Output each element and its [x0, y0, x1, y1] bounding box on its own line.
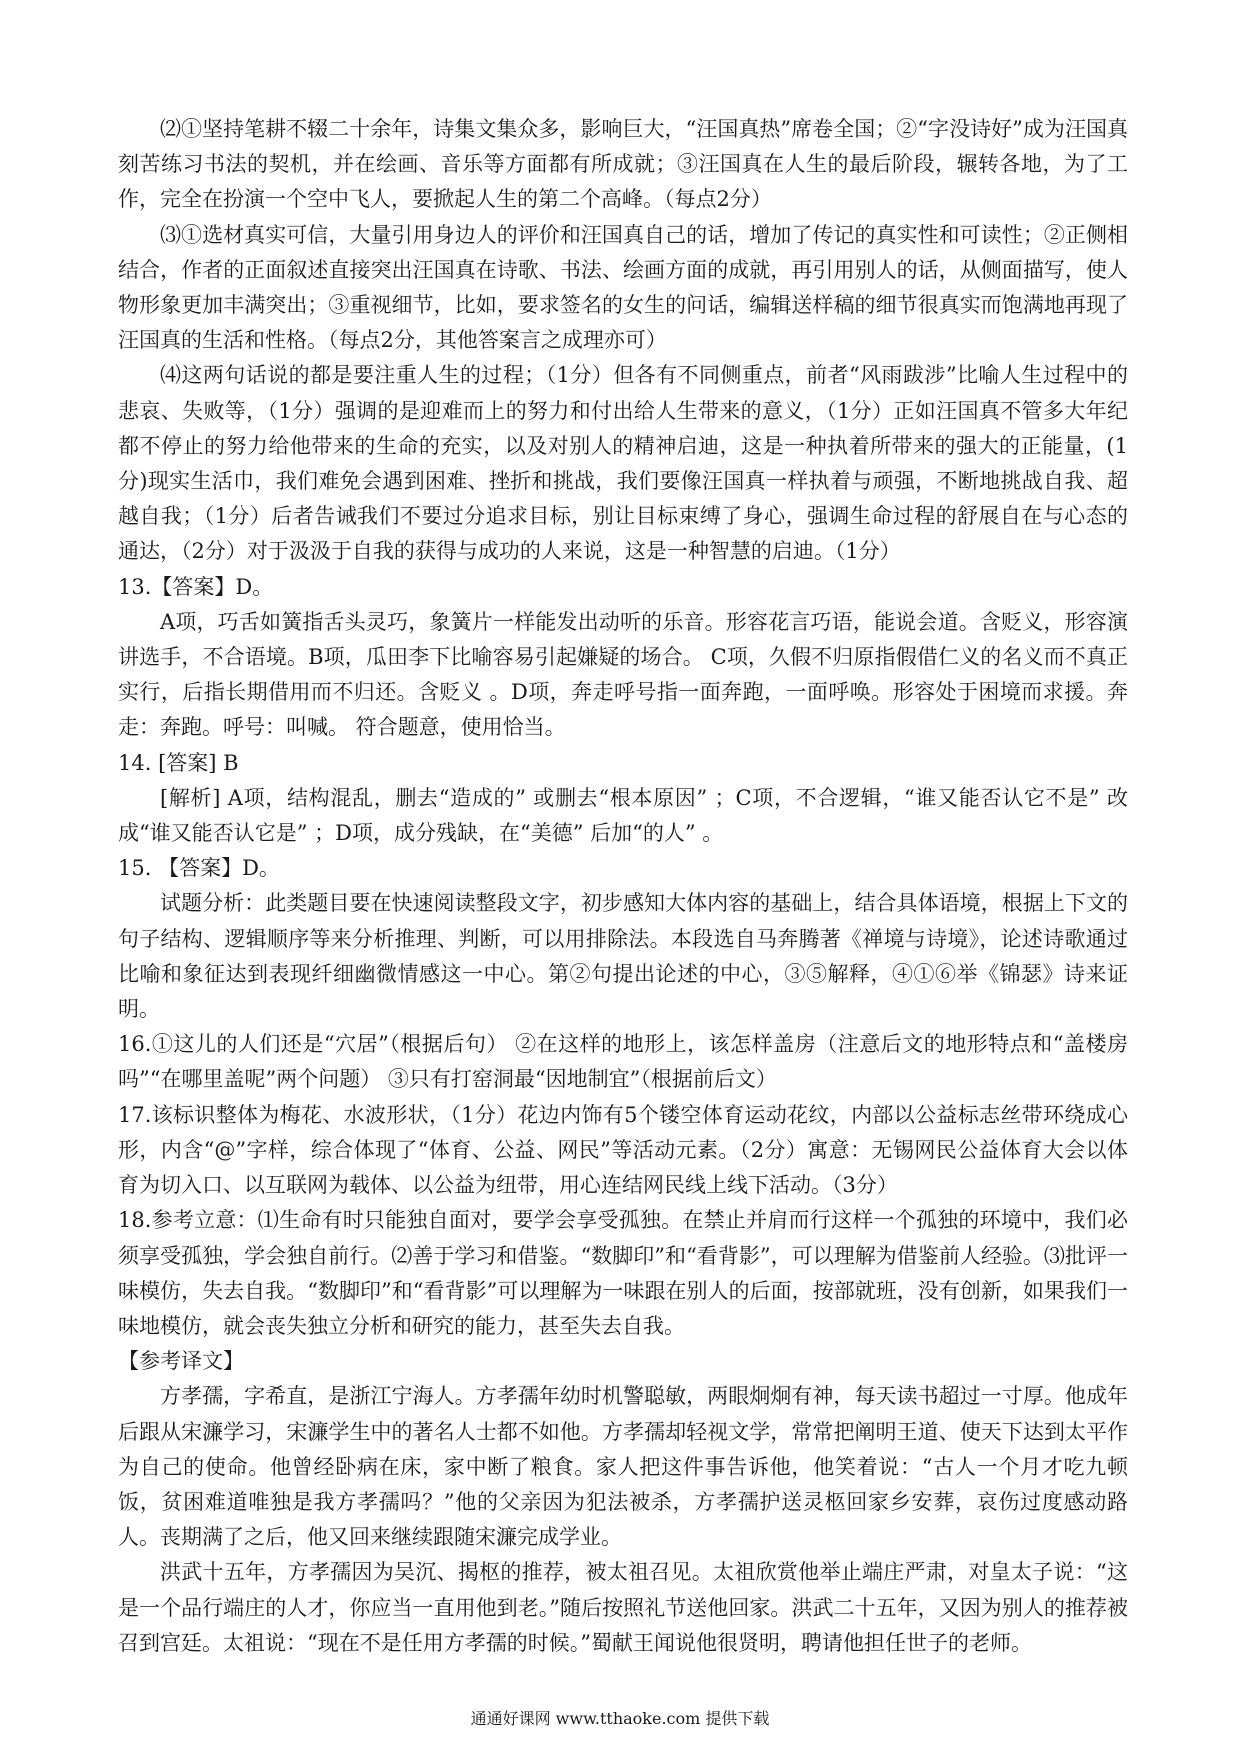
- document-body: [118, 112, 1128, 1661]
- answer-17: 17.该标识整体为梅花、水波形状，（1分）花边内饰有5个镂空体育运动花纹，内部以公益标志丝带环绕成心形，内含“@”字样，综合体现了“体育、公益、网民”等活动元素。（2分）寓意：无锡网民公益体育大会以体育为切入口、以互联网为载体、以公益为纽带，用心连结网民线上线下活动。（3分）: [118, 1102, 1128, 1198]
- page-footer: 通通好课网 www.tthaoke.com 提供下载: [470, 1709, 770, 1728]
- answer-15-heading: 15. 【答案】D。: [118, 856, 280, 881]
- answer-14-explanation: [解析] A项，结构混乱，删去“造成的” 或删去“根本原因” ；C项，不合逻辑，“谁又能否认它不是” 改成“谁又能否认它是” ；D项，成分残缺，在“美德” 后加“的人” 。: [118, 785, 1128, 846]
- answer-13-heading: 13.【答案】D。: [118, 574, 274, 599]
- answer-18: 18.参考立意：⑴生命有时只能独自面对，要学会享受孤独。在禁止并肩而行这样一个孤独的环境中，我们必须享受孤独，学会独自前行。⑵善于学习和借鉴。“数脚印”和“看背影”，可以理解为借鉴前人经验。⑶批评一味模仿，失去自我。“数脚印”和“看背影”可以理解为一味跟在别人的后面，按部就班，没有创新，如果我们一味地模仿，就会丧失独立分析和研究的能力，甚至失去自我。: [118, 1208, 1128, 1338]
- translation-heading: 【参考译文】: [118, 1349, 244, 1374]
- answer-13-explanation: A项，巧舌如簧指舌头灵巧，象簧片一样能发出动听的乐音。形容花言巧语，能说会道。含贬义，形容演讲选手，不合语境。B项，瓜田李下比喻容易引起嫌疑的场合。 C项，久假不归原指假借仁义的名义而不真正实行，后指长期借用而不归还。含贬义 。D项，奔走呼号指一面奔跑，一面呼唤。形容处于困境而求援。奔走：奔跑。呼号：叫喊。 符合题意，使用恰当。: [118, 609, 1128, 740]
- translation-paragraph-2: 洪武十五年，方孝孺因为吴沉、揭枢的推荐，被太祖召见。太祖欣赏他举止端庄严肃，对皇太子说：“这是一个品行端庄的人才，你应当一直用他到老。”随后按照礼节送他回家。洪武二十五年，又因为别人的推荐被召到宫廷。太祖说：“现在不是任用方孝孺的时候。”蜀献王闻说他很贤明，聘请他担任世子的老师。: [118, 1560, 1128, 1655]
- answer-12-3: ⑶①选材真实可信，大量引用身边人的评价和汪国真自己的话，增加了传记的真实性和可读性；②正侧相结合，作者的正面叙述直接突出汪国真在诗歌、书法、绘画方面的成就，再引用别人的话，从侧面描写，使人物形象更加丰满突出；③重视细节，比如，要求签名的女生的问话，编辑送样稿的细节很真实而饱满地再现了汪国真的生活和性格。（每点2分，其他答案言之成理亦可）: [118, 222, 1128, 353]
- answer-14-heading: 14. [答案] B: [118, 750, 239, 775]
- translation-paragraph-1: 方孝孺，字希直，是浙江宁海人。方孝孺年幼时机警聪敏，两眼炯炯有神，每天读书超过一寸厚。他成年后跟从宋濂学习，宋濂学生中的著名人士都不如他。方孝孺却轻视文学，常常把阐明王道、使天下达到太平作为自己的使命。他曾经卧病在床，家中断了粮食。家人把这件事告诉他，他笑着说：“古人一个月才吃九顿饭，贫困难道唯独是我方孝孺吗？”他的父亲因为犯法被杀，方孝孺护送灵柩回家乡安葬，哀伤过度感动路人。丧期满了之后，他又回来继续跟随宋濂完成学业。: [118, 1384, 1128, 1550]
- answer-16: 16.①这儿的人们还是“穴居”（根据后句） ②在这样的地形上，该怎样盖房（注意后文的地形特点和“盖楼房吗”“在哪里盖呢”两个问题） ③只有打窑洞最“因地制宜”（根据前后文）: [118, 1032, 1128, 1092]
- answer-12-4: ⑷这两句话说的都是要注重人生的过程；（1分）但各有不同侧重点，前者“风雨跋涉”比喻人生过程中的悲哀、失败等，（1分）强调的是迎难而上的努力和付出给人生带来的意义，（1分）正如汪国真不管多大年纪都不停止的努力给他带来的生命的充实，以及对别人的精神启迪，这是一种执着所带来的强大的正能量，(1分)现实生活巾，我们难免会遇到困难、挫折和挑战，我们要像汪国真一样执着与顽强，不断地挑战自我、超越自我；（1分）后者告诫我们不要过分追求目标，别让目标束缚了身心，强调生命过程的舒展自在与心态的通达，（2分）对于汲汲于自我的获得与成功的人来说，这是一种智慧的启迪。（1分）: [118, 363, 1128, 564]
- answer-12-2: ⑵①坚持笔耕不辍二十余年，诗集文集众多，影响巨大，“汪国真热”席卷全国；②“字没诗好”成为汪国真刻苦练习书法的契机，并在绘画、音乐等方面都有所成就；③汪国真在人生的最后阶段，辗转各地，为了工作，完全在扮演一个空中飞人，要掀起人生的第二个高峰。（每点2分）: [118, 117, 1128, 212]
- answer-15-explanation: 试题分析：此类题目要在快速阅读整段文字，初步感知大体内容的基础上，结合具体语境，根据上下文的句子结构、逻辑顺序等来分析推理、判断，可以用排除法。本段选自马奔腾著《禅境与诗境》，论述诗歌通过比喻和象征达到表现纤细幽微情感这一中心。第②句提出论述的中心，③⑤解释，④①⑥举《锦瑟》诗来证明。: [118, 891, 1128, 1022]
